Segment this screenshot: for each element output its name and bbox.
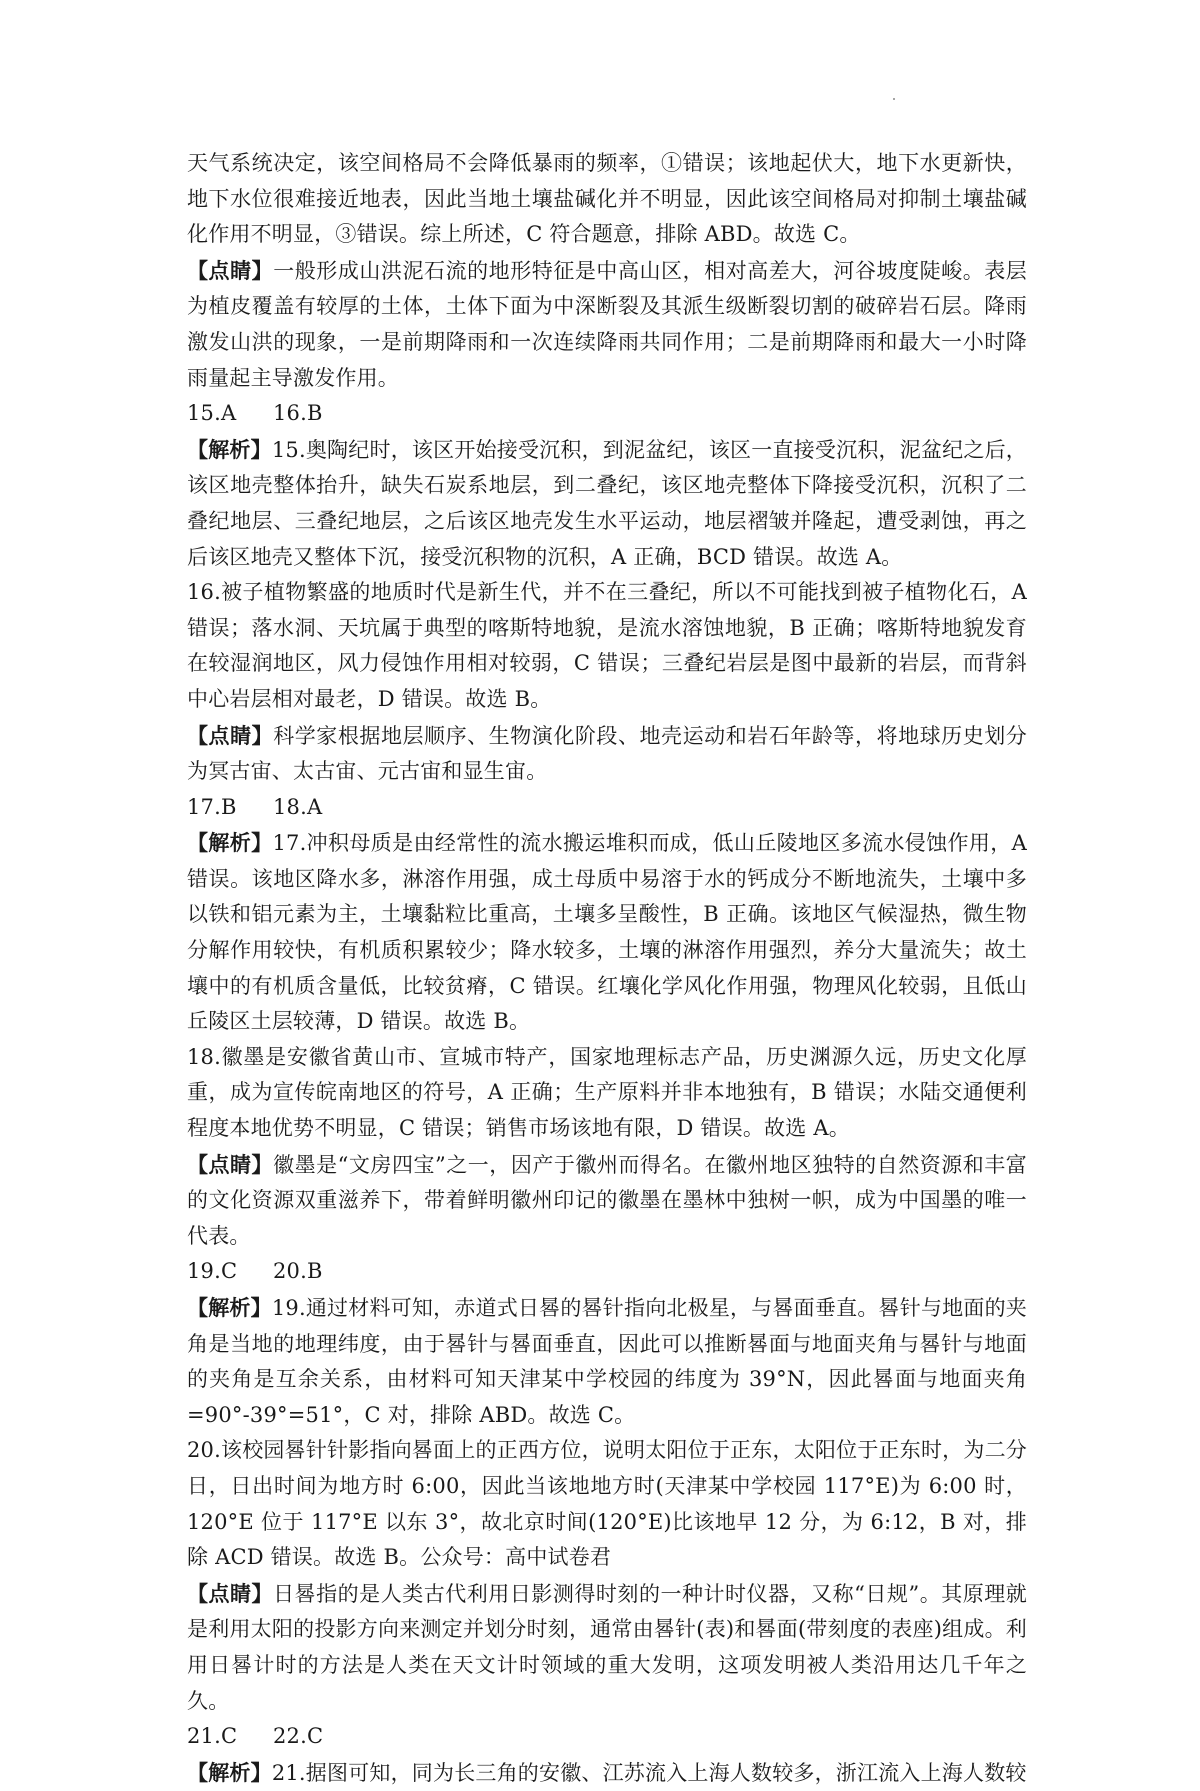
key-point-paragraph	[187, 718, 1027, 790]
scan-speck	[893, 98, 895, 100]
paragraph-text: 17.冲积母质是由经常性的流水搬运堆积而成，低山丘陵地区多流水侵蚀作用，A 错误。该地区降水多，淋溶作用强，成土母质中易溶于水的钙成分不断地流失，土壤中多以铁和铝元素为主，土壤黏粒比重高，土壤多呈酸性，B 正确。该地区气候湿热，微生物分解作用较快，有机质积累较少；降水较多，土壤的淋溶作用强烈，养分大量流失；故土壤中的有机质含量低，比较贫瘠，C 错误。红壤化学风化作用强，物理风化较弱，且低山丘陵区土层较薄，D 错误。故选 B。	[187, 831, 1027, 1034]
paragraph-text: 科学家根据地层顺序、生物演化阶段、地壳运动和岩石年龄等，将地球历史划分为冥古宙、太古宙、元古宙和显生宙。	[187, 723, 1027, 784]
section-tag: 【点睛】	[187, 1151, 274, 1177]
answer-key-line	[187, 790, 1027, 826]
analysis-paragraph	[187, 825, 1027, 1040]
section-tag: 【解析】	[187, 1759, 272, 1785]
answer-first: 21.C	[187, 1724, 238, 1749]
section-tag: 【点睛】	[187, 1580, 274, 1606]
section-tag: 【解析】	[187, 436, 272, 462]
paragraph-text: 一般形成山洪泥石流的地形特征是中高山区，相对高差大，河谷坡度陡峻。表层为植皮覆盖有较厚的土体，土体下面为中深断裂及其派生级断裂切割的破碎岩石层。降雨激发山洪的现象，一是前期降雨和一次连续降雨共同作用；二是前期降雨和最大一小时降雨量起主导激发作用。	[187, 258, 1027, 390]
answer-key-line	[187, 1719, 1027, 1755]
paragraph-text: 19.通过材料可知，赤道式日晷的晷针指向北极星，与晷面垂直。晷针与地面的夹角是当地的地理纬度，由于晷针与晷面垂直，因此可以推断晷面与地面夹角与晷针与地面的夹角是互余关系，由材料可知天津某中学校园的纬度为 39°N，因此晷面与地面夹角=90°-39°=51°，C 对，排除 ABD。故选 C。	[187, 1296, 1027, 1427]
body-paragraph: 16.被子植物繁盛的地质时代是新生代，并不在三叠纪，所以不可能找到被子植物化石，A 错误；落水洞、天坑属于典型的喀斯特地貌，是流水溶蚀地貌，B 正确；喀斯特地貌发育在较湿润地区，风力侵蚀作用相对较弱，C 错误；三叠纪岩层是图中最新的岩层，而背斜中心岩层相对最老，D 错误。故选 B。	[187, 580, 1027, 711]
paragraph-text: 21.据图可知，同为长三角的安徽、江苏流入上海人数较多，浙江流入上海人数较	[271, 1760, 1027, 1785]
answer-key-line	[187, 396, 1027, 432]
section-tag: 【点睛】	[187, 722, 274, 748]
answer-first: 17.B	[187, 794, 237, 819]
paragraph-text: 徽墨是“文房四宝”之一，因产于徽州而得名。在徽州地区独特的自然资源和丰富的文化资源双重滋养下，带着鲜明徽州印记的徽墨在墨林中独树一帜，成为中国墨的唯一代表。	[187, 1152, 1027, 1248]
answer-second: 22.C	[273, 1724, 324, 1749]
body-paragraph: 18.徽墨是安徽省黄山市、宣城市特产，国家地理标志产品，历史渊源久远，历史文化厚重，成为宣传皖南地区的符号，A 正确；生产原料并非本地独有，B 错误；水陆交通便利程度本地优势不明显，C 错误；销售市场该地有限，D 错误。故选 A。	[187, 1044, 1027, 1141]
section-tag: 【点睛】	[187, 257, 274, 283]
key-point-paragraph	[187, 1147, 1027, 1255]
section-tag: 【解析】	[187, 1295, 272, 1320]
answer-second: 20.B	[273, 1259, 323, 1284]
answer-explanation-text	[187, 146, 1027, 1791]
body-paragraph: 20.该校园晷针针影指向晷面上的正西方位，说明太阳位于正东，太阳位于正东时，为二分日，日出时间为地方时 6:00，因此当该地地方时(天津某中学校园 117°E)为 6:00 时，120°E 位于 117°E 以东 3°，故北京时间(120°E)比该地早 12 分，为 6:12，B 对，排除 ACD 错误。故选 B。公众号：高中试卷君	[187, 1438, 1027, 1570]
paragraph-text: 日晷指的是人类古代利用日影测得时刻的一种计时仪器，又称“日规”。其原理就是利用太阳的投影方向来测定并划分时刻，通常由晷针(表)和晷面(带刻度的表座)组成。利用日晷计时的方法是人类在天文计时领域的重大发明，这项发明被人类沿用达几千年之久。	[187, 1581, 1027, 1713]
analysis-paragraph	[187, 432, 1027, 575]
body-paragraph: 天气系统决定，该空间格局不会降低暴雨的频率，①错误；该地起伏大，地下水更新快，地下水位很难接近地表，因此当地土壤盐碱化并不明显，因此该空间格局对抑制土壤盐碱化作用不明显，③错误。综上所述，C 符合题意，排除 ABD。故选 C。	[187, 151, 1027, 247]
answer-first: 15.A	[187, 401, 237, 426]
section-tag: 【解析】	[187, 830, 273, 856]
answer-second: 16.B	[273, 401, 323, 426]
analysis-paragraph	[187, 1755, 1027, 1791]
paragraph-text: 15.奥陶纪时，该区开始接受沉积，到泥盆纪，该区一直接受沉积，泥盆纪之后，该区地壳整体抬升，缺失石炭系地层，到二叠纪，该区地壳整体下降接受沉积，沉积了二叠纪地层、三叠纪地层，之后该区地壳发生水平运动，地层褶皱并隆起，遭受剥蚀，再之后该区地壳又整体下沉，接受沉积物的沉积，A 正确，BCD 错误。故选 A。	[187, 437, 1027, 569]
answer-second: 18.A	[273, 794, 323, 819]
analysis-paragraph	[187, 1290, 1027, 1433]
answer-key-line	[187, 1254, 1027, 1290]
key-point-paragraph	[187, 253, 1027, 396]
answer-first: 19.C	[187, 1259, 238, 1284]
